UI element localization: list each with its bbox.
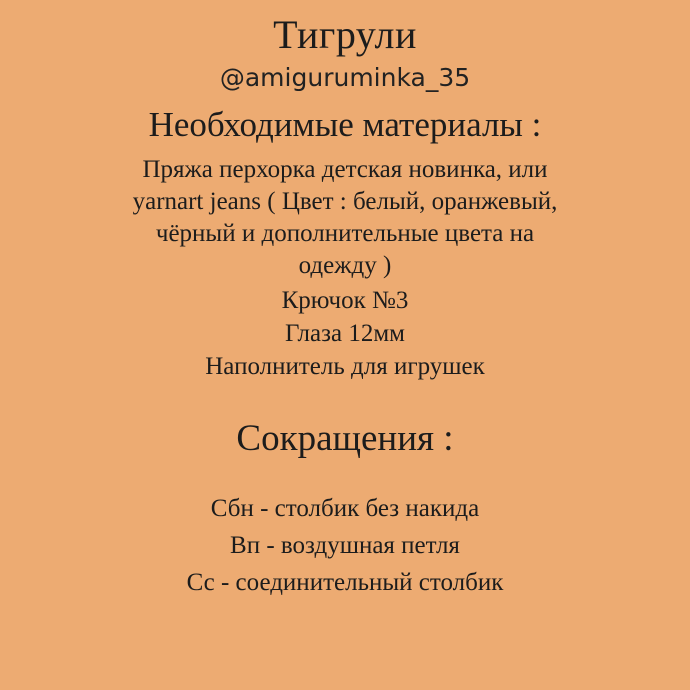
abbreviations-list [187,490,504,601]
materials-item-list [205,284,485,383]
materials-line: yarnart jeans ( Цвет : белый, оранжевый, [132,188,558,215]
materials-item: Крючок №3 [281,287,409,314]
materials-line: одежду ) [298,252,392,279]
materials-item: Наполнитель для игрушек [205,353,485,380]
materials-item: Глаза 12мм [284,320,405,347]
author-handle: @amiguruminka_35 [219,63,471,92]
abbreviations-heading: Сокращения : [236,418,454,459]
abbreviation-item: Вп - воздушная петля [230,531,460,559]
materials-heading: Необходимые материалы : [148,104,542,144]
materials-paragraph [133,154,558,282]
page-title: Тигрули [273,12,417,57]
abbreviation-item: Сбн - столбик без накида [210,494,480,522]
materials-line: чёрный и дополнительные цвета на [155,220,535,247]
materials-line: Пряжа перхорка детская новинка, или [142,156,548,183]
abbreviation-item: Сс - соединительный столбик [186,568,504,596]
